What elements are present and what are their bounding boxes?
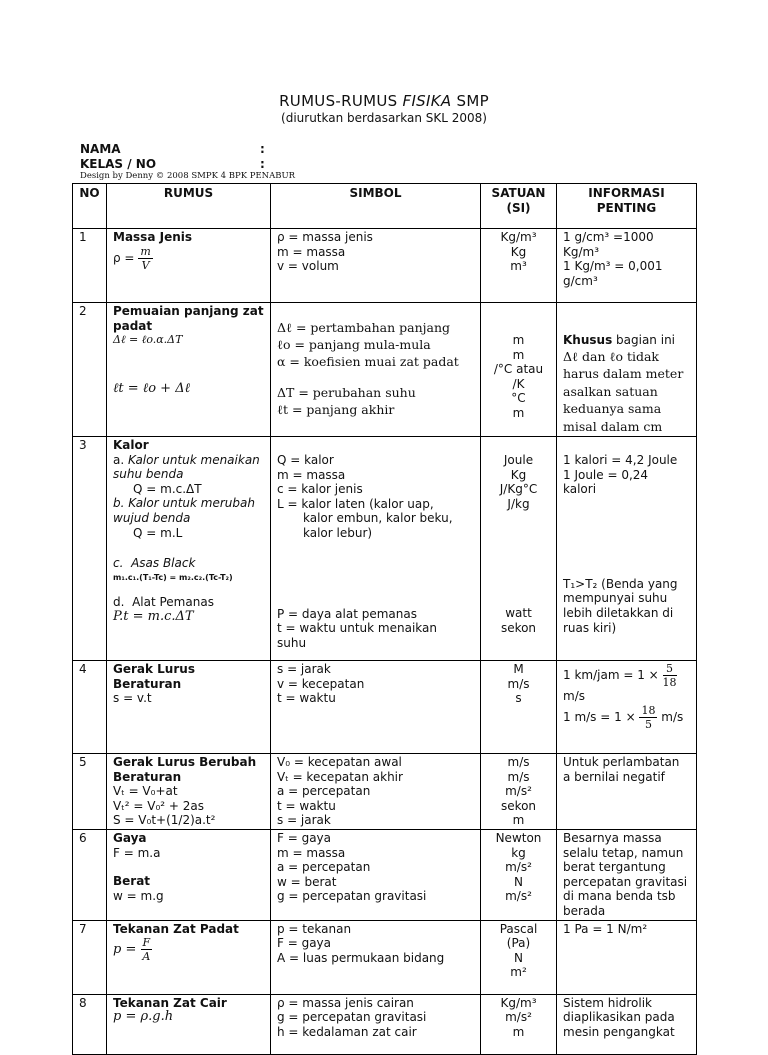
simbol-cell bbox=[271, 303, 481, 437]
simbol-line: A = luas permukaan bidang bbox=[277, 950, 445, 965]
satuan-line: m bbox=[512, 813, 525, 828]
info-line: m/s bbox=[563, 689, 585, 704]
simbol-line: a = percepatan bbox=[277, 860, 371, 875]
info-cell bbox=[557, 661, 697, 754]
simbol-line: w = berat bbox=[277, 874, 337, 889]
satuan-line: J/Kg°C bbox=[499, 482, 538, 497]
row-number: 2 bbox=[73, 303, 107, 437]
rumus-title: Tekanan Zat Padat bbox=[113, 921, 239, 936]
page-title: RUMUS-RUMUS FISIKA SMP bbox=[279, 92, 489, 110]
satuan-line: (Pa) bbox=[506, 936, 531, 951]
kalor-item-b: b. Kalor untuk merubah wujud benda bbox=[113, 496, 255, 526]
simbol-line: t = waktu bbox=[277, 691, 336, 706]
fraction: $\frac{5}{18}$ bbox=[662, 662, 677, 690]
satuan-line: N bbox=[514, 874, 523, 889]
kalor-item-c: c. Asas Black bbox=[113, 556, 196, 571]
rumus-formula: Vₜ² = V₀² + 2as bbox=[113, 798, 204, 813]
simbol-line: h = kedalaman zat cair bbox=[277, 1024, 417, 1039]
simbol-line: s = jarak bbox=[277, 662, 331, 677]
simbol-cell bbox=[271, 229, 481, 303]
rumus-formula: Q = m.L bbox=[133, 525, 183, 540]
nama-field bbox=[80, 142, 265, 156]
satuan-line: m² bbox=[510, 965, 527, 980]
simbol-line: Δℓ = pertambahan panjang bbox=[277, 320, 451, 335]
rumus-formula: P.t = m.c.ΔT bbox=[113, 609, 194, 625]
row-number: 4 bbox=[73, 661, 107, 754]
row-number: 5 bbox=[73, 754, 107, 830]
simbol-line: Vₜ = kecepatan akhir bbox=[277, 769, 403, 784]
info-cell bbox=[557, 920, 697, 994]
satuan-cell bbox=[481, 229, 557, 303]
simbol-line bbox=[277, 370, 474, 384]
satuan-line: J/kg bbox=[507, 496, 530, 511]
info-line: Besarnya massa selalu tetap, namun berat tergantung percepatan gravitasi di mana benda tsb berada bbox=[563, 831, 688, 919]
rumus-cell bbox=[107, 661, 271, 754]
row-number: 6 bbox=[73, 830, 107, 921]
satuan-line: °C bbox=[511, 391, 526, 406]
simbol-line: v = kecepatan bbox=[277, 676, 365, 691]
satuan-line: Kg bbox=[510, 244, 527, 259]
satuan-line: m bbox=[512, 347, 525, 362]
simbol-cell bbox=[271, 994, 481, 1054]
info-line: misal dalam cm bbox=[563, 418, 663, 434]
table-row bbox=[73, 920, 697, 994]
kalor-item-d: d. Alat Pemanas bbox=[113, 595, 214, 610]
satuan-line: /°C atau bbox=[493, 362, 544, 377]
table-row bbox=[73, 830, 697, 921]
satuan-line: Kg bbox=[510, 467, 527, 482]
simbol-line: m = massa bbox=[277, 845, 346, 860]
satuan-line: watt bbox=[505, 606, 532, 621]
simbol-cell bbox=[271, 437, 481, 661]
satuan-line: sekon bbox=[500, 621, 537, 636]
rumus-title: Berat bbox=[113, 874, 151, 889]
kelas-field bbox=[80, 157, 265, 171]
simbol-line: ℓo = panjang mula-mula bbox=[277, 337, 431, 352]
col-header-no: NO bbox=[73, 184, 107, 229]
satuan-line: s bbox=[515, 691, 522, 706]
simbol-line: t = waktu untuk menaikan bbox=[277, 621, 437, 636]
simbol-line: a = percepatan bbox=[277, 784, 371, 799]
satuan-line: m/s² bbox=[505, 784, 532, 799]
rumus-title: Tekanan Zat Cair bbox=[113, 995, 227, 1010]
info-line: Sistem hidrolik diaplikasikan pada mesin pengangkat bbox=[563, 995, 675, 1039]
rumus-cell bbox=[107, 229, 271, 303]
info-line: T₁>T₂ (Benda yang mempunyai suhu lebih diletakkan di ruas kiri) bbox=[563, 576, 678, 635]
col-header-rumus: RUMUS bbox=[107, 184, 271, 229]
rumus-formula: ρ = $\frac{m}{V}$ bbox=[113, 244, 151, 272]
rumus-formula: ℓt = ℓo + Δℓ bbox=[113, 380, 190, 396]
info-line: 1 Pa = 1 N/m² bbox=[563, 921, 648, 936]
info-cell bbox=[557, 754, 697, 830]
info-line: Δℓ dan ℓo tidak bbox=[563, 348, 660, 364]
row-number: 7 bbox=[73, 920, 107, 994]
rumus-formula: F = m.a bbox=[113, 845, 161, 860]
info-cell bbox=[557, 229, 697, 303]
simbol-line: t = waktu bbox=[277, 798, 336, 813]
col-header-satuan: SATUAN (SI) bbox=[481, 184, 557, 229]
satuan-cell bbox=[481, 830, 557, 921]
satuan-cell bbox=[481, 303, 557, 437]
satuan-line: kg bbox=[511, 845, 526, 860]
simbol-line: P = daya alat pemanas bbox=[277, 606, 417, 621]
simbol-line: F = gaya bbox=[277, 831, 332, 846]
rumus-cell bbox=[107, 437, 271, 661]
satuan-cell bbox=[481, 754, 557, 830]
satuan-cell bbox=[481, 920, 557, 994]
info-line: 1 m/s = 1 × $\frac{18}{5}$ m/s bbox=[563, 703, 684, 731]
satuan-line: m bbox=[512, 405, 525, 420]
rumus-title: Gaya bbox=[113, 831, 147, 846]
kelas-label: KELAS / NO bbox=[80, 157, 157, 171]
info-line: 1 kalori = 4,2 Joule bbox=[563, 453, 678, 468]
nama-label: NAMA bbox=[80, 142, 121, 156]
simbol-line: c = kalor jenis bbox=[277, 482, 363, 497]
satuan-line: sekon bbox=[500, 798, 537, 813]
simbol-line: F = gaya bbox=[277, 936, 332, 951]
rumus-cell bbox=[107, 830, 271, 921]
satuan-line: m/s² bbox=[505, 889, 532, 904]
table-row bbox=[73, 437, 697, 661]
rumus-formula: w = m.g bbox=[113, 888, 164, 903]
satuan-cell bbox=[481, 661, 557, 754]
simbol-line: ρ = massa jenis cairan bbox=[277, 995, 414, 1010]
rumus-formula: s = v.t bbox=[113, 691, 152, 706]
satuan-line: Kg/m³ bbox=[500, 230, 537, 244]
rumus-cell bbox=[107, 994, 271, 1054]
satuan-cell bbox=[481, 994, 557, 1054]
rumus-title: Gerak Lurus Berubah Beraturan bbox=[113, 755, 257, 784]
rumus-title: Pemuaian panjang zat padat bbox=[113, 304, 264, 333]
simbol-line: ρ = massa jenis bbox=[277, 230, 373, 244]
rumus-cell bbox=[107, 303, 271, 437]
simbol-line: g = percepatan gravitasi bbox=[277, 1010, 427, 1025]
info-line: 1 Kg/m³ = 0,001 g/cm³ bbox=[563, 259, 663, 288]
info-line: Khusus bagian ini bbox=[563, 333, 676, 347]
fraction: $\frac{m}{V}$ bbox=[140, 244, 151, 272]
simbol-line: m = massa bbox=[277, 467, 346, 482]
formula-table bbox=[72, 183, 697, 1055]
table-row bbox=[73, 994, 697, 1054]
row-number: 3 bbox=[73, 437, 107, 661]
col-header-simbol: SIMBOL bbox=[271, 184, 481, 229]
satuan-line: m bbox=[512, 1024, 525, 1039]
row-number: 1 bbox=[73, 229, 107, 303]
satuan-line: /K bbox=[512, 376, 525, 391]
simbol-line: ℓt = panjang akhir bbox=[277, 402, 395, 417]
satuan-line: Pascal bbox=[499, 921, 538, 936]
rumus-formula: p = $\frac{F}{A}$ bbox=[113, 936, 151, 964]
kalor-item-a: a. Kalor untuk menaikan suhu benda bbox=[113, 452, 260, 482]
simbol-line: p = tekanan bbox=[277, 921, 352, 936]
simbol-line: Q = kalor bbox=[277, 453, 334, 468]
rumus-cell bbox=[107, 920, 271, 994]
fraction: $\frac{F}{A}$ bbox=[142, 936, 151, 964]
rumus-formula: p = ρ.g.h bbox=[113, 1009, 174, 1025]
rumus-title: Kalor bbox=[113, 438, 149, 453]
satuan-line: m/s bbox=[507, 755, 530, 770]
rumus-title: Massa Jenis bbox=[113, 230, 193, 244]
simbol-line: g = percepatan gravitasi bbox=[277, 889, 427, 904]
satuan-line: m³ bbox=[510, 259, 527, 274]
simbol-line: α = koefisien muai zat padat bbox=[277, 354, 459, 369]
table-row bbox=[73, 303, 697, 437]
table-row bbox=[73, 754, 697, 830]
info-cell bbox=[557, 994, 697, 1054]
kelas-colon: : bbox=[260, 157, 265, 171]
satuan-line: m/s² bbox=[505, 860, 532, 875]
rumus-formula: Vₜ = V₀+at bbox=[113, 784, 178, 799]
row-number: 8 bbox=[73, 994, 107, 1054]
simbol-line: L = kalor laten (kalor uap, bbox=[277, 496, 434, 511]
info-cell bbox=[557, 303, 697, 437]
simbol-line: kalor lebur) bbox=[303, 526, 373, 541]
simbol-line: m = massa bbox=[277, 244, 346, 259]
simbol-line: v = volum bbox=[277, 259, 339, 274]
info-cell bbox=[557, 830, 697, 921]
info-line: 1 km/jam = 1 × $\frac{5}{18}$ bbox=[563, 662, 677, 690]
satuan-line: Kg/m³ bbox=[500, 995, 537, 1010]
table-row bbox=[73, 661, 697, 754]
table-row bbox=[73, 229, 697, 303]
simbol-line: V₀ = kecepatan awal bbox=[277, 755, 402, 770]
rumus-formula: m₁.c₁.(T₁-Tc) = m₂.c₂.(Tc-T₂) bbox=[113, 572, 233, 582]
simbol-cell bbox=[271, 754, 481, 830]
satuan-line: M bbox=[513, 662, 524, 677]
simbol-line: suhu bbox=[277, 635, 307, 650]
satuan-line: m bbox=[512, 333, 525, 347]
simbol-cell bbox=[271, 661, 481, 754]
simbol-line: s = jarak bbox=[277, 813, 331, 828]
satuan-line: Joule bbox=[503, 453, 534, 468]
satuan-line: N bbox=[514, 950, 523, 965]
rumus-formula: Δℓ = ℓo.α.ΔT bbox=[113, 333, 183, 347]
fraction: $\frac{18}{5}$ bbox=[641, 703, 656, 731]
rumus-formula: Q = m.c.ΔT bbox=[133, 481, 202, 496]
simbol-cell bbox=[271, 830, 481, 921]
satuan-cell bbox=[481, 437, 557, 661]
satuan-line: Newton bbox=[495, 831, 542, 846]
info-cell bbox=[557, 437, 697, 661]
table-header-row bbox=[73, 184, 697, 229]
satuan-line: m/s² bbox=[505, 1010, 532, 1025]
rumus-cell bbox=[107, 754, 271, 830]
info-line: 1 Joule = 0,24 bbox=[563, 467, 649, 482]
info-line: Untuk perlambatan a bernilai negatif bbox=[563, 755, 680, 784]
info-line: kalori bbox=[563, 482, 597, 497]
design-credit: Design by Denny © 2008 SMPK 4 BPK PENABUR bbox=[80, 171, 296, 181]
simbol-cell bbox=[271, 920, 481, 994]
info-line: 1 g/cm³ =1000 Kg/m³ bbox=[563, 230, 654, 259]
page-subtitle: (diurutkan berdasarkan SKL 2008) bbox=[281, 111, 487, 125]
satuan-line: m/s bbox=[507, 769, 530, 784]
rumus-title: Gerak Lurus Beraturan bbox=[113, 662, 195, 691]
info-line: asalkan satuan bbox=[563, 383, 658, 399]
satuan-line: m/s bbox=[507, 676, 530, 691]
rumus-formula: S = V₀t+(1/2)a.t² bbox=[113, 813, 216, 828]
info-line: keduanya sama bbox=[563, 401, 662, 417]
col-header-informasi: INFORMASI PENTING bbox=[557, 184, 697, 229]
simbol-line: ΔT = perubahan suhu bbox=[277, 385, 416, 400]
info-line: harus dalam meter bbox=[563, 366, 684, 382]
nama-colon: : bbox=[260, 142, 265, 156]
simbol-line: kalor embun, kalor beku, bbox=[303, 511, 453, 526]
